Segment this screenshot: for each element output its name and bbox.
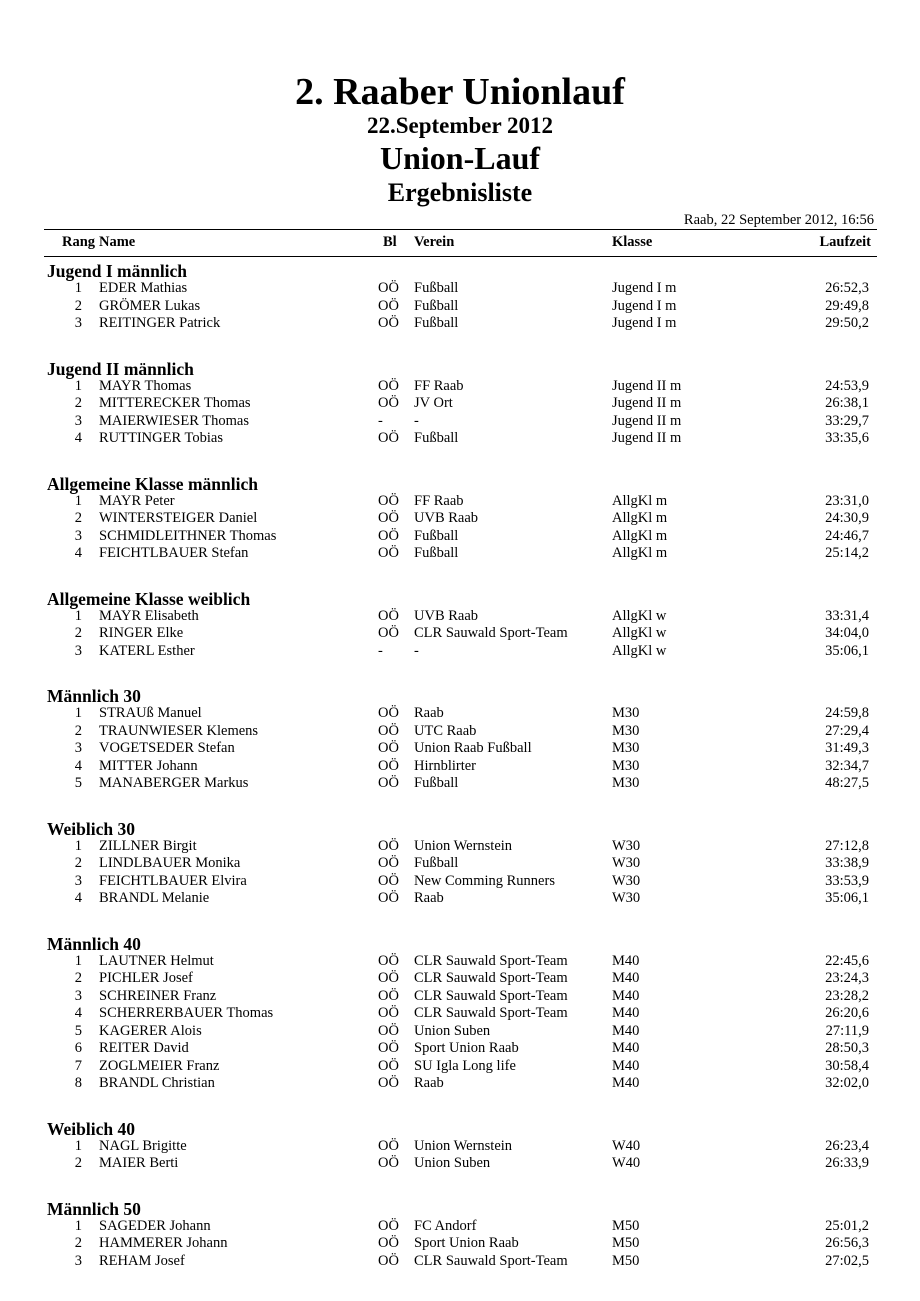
class: AllgKl w [612,642,667,659]
finish-time: 26:52,3 [825,280,869,296]
result-row [0,1075,920,1093]
result-row [0,855,920,873]
result-row [0,493,920,511]
state: OÖ [378,722,399,739]
rank: 8 [74,1075,82,1091]
runner-name: BRANDL Melanie [99,890,210,906]
runner-name: WINTERSTEIGER Daniel [99,510,258,526]
class: M50 [612,1217,640,1234]
finish-time: 33:35,6 [825,430,869,446]
state: OÖ [378,510,399,526]
finish-time: 23:28,2 [825,987,869,1004]
rank: 5 [74,775,82,791]
state: OÖ [378,855,399,871]
club: CLR Sauwald Sport-Team [414,970,568,986]
section-title: Männlich 50 [47,1198,141,1219]
section-title: Allgemeine Klasse männlich [47,473,258,494]
result-row [0,395,920,413]
state: OÖ [378,1022,399,1039]
rank: 4 [74,757,82,774]
state: OÖ [378,607,399,624]
class: W30 [612,872,641,889]
finish-time: 32:02,0 [825,1075,869,1091]
result-row [0,315,920,333]
club: JV Ort [414,395,453,411]
finish-time: 24:53,9 [825,377,869,394]
club: SU Igla Long life [414,1057,516,1074]
state: OÖ [378,757,399,774]
rank: 3 [74,642,82,659]
runner-name: REITINGER Patrick [99,315,221,331]
header-rank: Rang [62,234,96,250]
state: OÖ [378,952,399,969]
rank: 3 [74,1252,82,1269]
state: OÖ [378,775,399,791]
club: CLR Sauwald Sport-Team [414,625,568,641]
finish-time: 22:45,6 [825,952,869,969]
class: Jugend II m [612,377,682,394]
class: AllgKl w [612,625,667,641]
finish-time: 33:53,9 [825,872,869,889]
result-row [0,430,920,448]
rank: 2 [74,855,82,871]
runner-name: MAYR Thomas [99,377,192,394]
club: Fußball [414,430,459,446]
class: M40 [612,952,640,969]
runner-name: LINDLBAUER Monika [99,855,241,871]
result-row [0,953,920,971]
finish-time: 27:02,5 [825,1252,869,1269]
state: OÖ [378,1075,399,1091]
finish-time: 33:31,4 [825,607,869,624]
runner-name: SCHERRERBAUER Thomas [99,1005,274,1021]
rank: 1 [74,492,82,509]
runner-name: NAGL Brigitte [99,1137,187,1154]
race-name: Union-Lauf [379,140,541,176]
runner-name: SCHREINER Franz [99,987,217,1004]
club: New Comming Runners [414,872,555,889]
finish-time: 24:59,8 [825,705,869,721]
finish-time: 33:29,7 [825,412,869,429]
runner-name: SCHMIDLEITHNER Thomas [99,527,277,544]
class: Jugend I m [612,297,677,314]
header-bl: Bl [383,234,397,250]
state: OÖ [378,872,399,889]
result-row [0,723,920,741]
club: Union Wernstein [414,1137,513,1154]
result-row [0,758,920,776]
finish-time: 30:58,4 [825,1057,869,1074]
state: OÖ [378,527,399,544]
rank: 5 [74,1022,82,1039]
result-row [0,280,920,298]
rank: 1 [74,607,82,624]
rank: 2 [74,625,82,641]
club: Sport Union Raab [414,1040,519,1056]
finish-time: 25:01,2 [825,1217,869,1234]
result-row [0,545,920,563]
club: Fußball [414,280,459,296]
finish-time: 35:06,1 [825,642,869,659]
result-row [0,1155,920,1173]
club: FC Andorf [414,1217,477,1234]
print-timestamp: Raab, 22 September 2012, 16:56 [683,212,874,228]
club: Fußball [414,855,459,871]
rank: 1 [74,377,82,394]
finish-time: 27:11,9 [825,1022,869,1039]
club: Union Wernstein [414,837,513,854]
runner-name: LAUTNER Helmut [99,952,214,969]
runner-name: MAYR Peter [99,492,175,509]
rank: 3 [74,872,82,889]
list-title: Ergebnisliste [387,178,533,207]
club: UTC Raab [414,722,477,739]
rank: 1 [74,837,82,854]
runner-name: RUTTINGER Tobias [99,430,223,446]
section-title: Männlich 30 [47,686,141,706]
finish-time: 23:31,0 [825,492,869,509]
rank: 1 [74,952,82,969]
club: Union Suben [414,1022,491,1039]
state: OÖ [378,1217,399,1234]
finish-time: 26:23,4 [825,1137,869,1154]
class: M30 [612,740,640,756]
finish-time: 27:29,4 [825,722,869,739]
club: FF Raab [414,377,464,394]
result-row [0,988,920,1006]
finish-time: 34:04,0 [825,625,869,641]
rank: 3 [74,740,82,756]
rank: 4 [74,545,82,561]
runner-name: REITER David [99,1040,189,1056]
state: OÖ [378,1005,399,1021]
column-header [44,229,877,257]
rank: 2 [74,395,82,411]
finish-time: 26:33,9 [825,1155,869,1171]
finish-time: 29:50,2 [825,315,869,331]
state: OÖ [378,492,399,509]
rank: 3 [74,412,82,429]
class: W40 [612,1155,641,1171]
runner-name: SAGEDER Johann [99,1217,211,1234]
runner-name: VOGETSEDER Stefan [99,740,235,756]
runner-name: PICHLER Josef [99,970,193,986]
state: OÖ [378,280,399,296]
state: OÖ [378,315,399,331]
result-row [0,643,920,661]
result-row [0,625,920,643]
finish-time: 31:49,3 [825,740,869,756]
class: W40 [612,1137,641,1154]
class: M40 [612,970,640,986]
state: OÖ [378,1057,399,1074]
rank: 2 [74,510,82,526]
finish-time: 26:20,6 [825,1005,869,1021]
state: OÖ [378,1155,399,1171]
class: AllgKl m [612,527,668,544]
class: Jugend II m [612,412,682,429]
header-klasse: Klasse [612,234,653,250]
state: OÖ [378,890,399,906]
class: M30 [612,775,640,791]
rank: 4 [74,1005,82,1021]
runner-name: EDER Mathias [99,280,188,296]
state: OÖ [378,740,399,756]
result-row [0,608,920,626]
club: CLR Sauwald Sport-Team [414,1005,568,1021]
club: - [414,642,419,659]
result-row [0,378,920,396]
club: Union Suben [414,1155,491,1171]
class: AllgKl m [612,492,668,509]
runner-name: ZOGLMEIER Franz [99,1057,220,1074]
runner-name: MAYR Elisabeth [99,607,199,624]
rank: 3 [74,527,82,544]
rank: 3 [74,987,82,1004]
state: OÖ [378,837,399,854]
event-date: 22.September 2012 [366,113,554,138]
finish-time: 26:38,1 [825,395,869,411]
result-row [0,528,920,546]
class: W30 [612,837,641,854]
state: OÖ [378,970,399,986]
result-row [0,1253,920,1271]
finish-time: 35:06,1 [825,890,869,906]
section-title: Weiblich 30 [47,818,135,839]
class: W30 [612,890,641,906]
state: - [378,412,383,429]
rank: 2 [74,970,82,986]
runner-name: MITTERECKER Thomas [99,395,251,411]
runner-name: FEICHTLBAUER Stefan [99,545,249,561]
rank: 1 [74,1217,82,1234]
finish-time: 33:38,9 [825,855,869,871]
result-row [0,838,920,856]
state: OÖ [378,395,399,411]
section-title: Männlich 40 [47,933,141,954]
result-row [0,1138,920,1156]
state: OÖ [378,1235,399,1251]
result-row [0,1218,920,1236]
finish-time: 28:50,3 [825,1040,869,1056]
finish-time: 48:27,5 [825,775,869,791]
finish-time: 26:56,3 [825,1235,869,1251]
club: Fußball [414,527,459,544]
result-row [0,298,920,316]
state: OÖ [378,705,399,721]
club: Fußball [414,297,459,314]
rank: 2 [74,297,82,314]
header-verein: Verein [414,234,455,250]
runner-name: MITTER Johann [99,757,198,774]
rank: 1 [74,1137,82,1154]
rank: 3 [74,315,82,331]
finish-time: 29:49,8 [825,297,869,314]
result-row [0,413,920,431]
club: Fußball [414,775,459,791]
runner-name: MAIERWIESER Thomas [99,412,249,429]
club: Hirnblirter [414,757,477,774]
rank: 6 [74,1040,82,1056]
class: Jugend II m [612,430,682,446]
runner-name: KAGERER Alois [99,1022,202,1039]
result-row [0,1040,920,1058]
state: OÖ [378,625,399,641]
club: Raab [414,1075,444,1091]
class: M50 [612,1235,640,1251]
rank: 2 [74,1155,82,1171]
state: OÖ [378,1040,399,1056]
class: M30 [612,722,640,739]
class: M40 [612,1022,640,1039]
runner-name: GRÖMER Lukas [99,297,201,314]
class: M30 [612,705,640,721]
header-name: Name [99,234,136,250]
class: Jugend II m [612,395,682,411]
result-row [0,1058,920,1076]
club: Fußball [414,545,459,561]
result-row [0,970,920,988]
class: Jugend I m [612,315,677,331]
class: M30 [612,757,640,774]
class: M40 [612,1075,640,1091]
result-row [0,890,920,908]
section-title: Jugend II männlich [47,358,194,379]
runner-name: MANABERGER Markus [99,775,249,791]
finish-time: 32:34,7 [825,757,869,774]
rank: 7 [74,1057,82,1074]
club: UVB Raab [414,510,479,526]
state: OÖ [378,1252,399,1269]
club: CLR Sauwald Sport-Team [414,987,568,1004]
club: FF Raab [414,492,464,509]
state: OÖ [378,430,399,446]
result-row [0,510,920,528]
runner-name: KATERL Esther [99,642,195,659]
finish-time: 23:24,3 [825,970,869,986]
club: CLR Sauwald Sport-Team [414,952,568,969]
runner-name: REHAM Josef [99,1252,185,1269]
class: Jugend I m [612,280,677,296]
result-row [0,1005,920,1023]
results-list [0,256,920,1269]
result-row [0,1023,920,1041]
state: OÖ [378,297,399,314]
class: AllgKl w [612,607,667,624]
state: OÖ [378,545,399,561]
rank: 2 [74,722,82,739]
runner-name: TRAUNWIESER Klemens [99,722,259,739]
state: OÖ [378,377,399,394]
club: UVB Raab [414,607,479,624]
runner-name: BRANDL Christian [99,1075,215,1091]
runner-name: ZILLNER Birgit [99,837,197,854]
club: Sport Union Raab [414,1235,519,1251]
club: - [414,412,419,429]
club: Fußball [414,315,459,331]
finish-time: 24:46,7 [825,527,869,544]
state: - [378,642,383,659]
runner-name: FEICHTLBAUER Elvira [99,872,247,889]
runner-name: MAIER Berti [99,1155,179,1171]
section-title: Jugend I männlich [47,261,188,281]
state: OÖ [378,1137,399,1154]
result-row [0,705,920,723]
finish-time: 25:14,2 [825,545,869,561]
result-row [0,873,920,891]
rank: 4 [74,430,82,446]
finish-time: 27:12,8 [825,837,869,854]
result-row [0,1235,920,1253]
runner-name: HAMMERER Johann [99,1235,228,1251]
club: Raab [414,705,444,721]
result-row [0,775,920,793]
header-laufzeit: Laufzeit [819,234,871,250]
class: AllgKl m [612,545,668,561]
class: W30 [612,855,641,871]
finish-time: 24:30,9 [825,510,869,526]
state: OÖ [378,987,399,1004]
class: M40 [612,987,640,1004]
section-title: Allgemeine Klasse weiblich [47,588,251,609]
event-title: 2. Raaber Unionlauf [295,71,625,113]
class: M40 [612,1005,640,1021]
club: Raab [414,890,444,906]
rank: 2 [74,1235,82,1251]
result-row [0,740,920,758]
rank: 4 [74,890,82,906]
section-title: Weiblich 40 [47,1118,135,1139]
rank: 1 [74,705,82,721]
club: Union Raab Fußball [414,740,532,756]
runner-name: STRAUß Manuel [99,705,202,721]
runner-name: RINGER Elke [99,625,184,641]
class: M50 [612,1252,640,1269]
class: M40 [612,1057,640,1074]
class: AllgKl m [612,510,668,526]
club: CLR Sauwald Sport-Team [414,1252,568,1269]
rank: 1 [74,280,82,296]
class: M40 [612,1040,640,1056]
